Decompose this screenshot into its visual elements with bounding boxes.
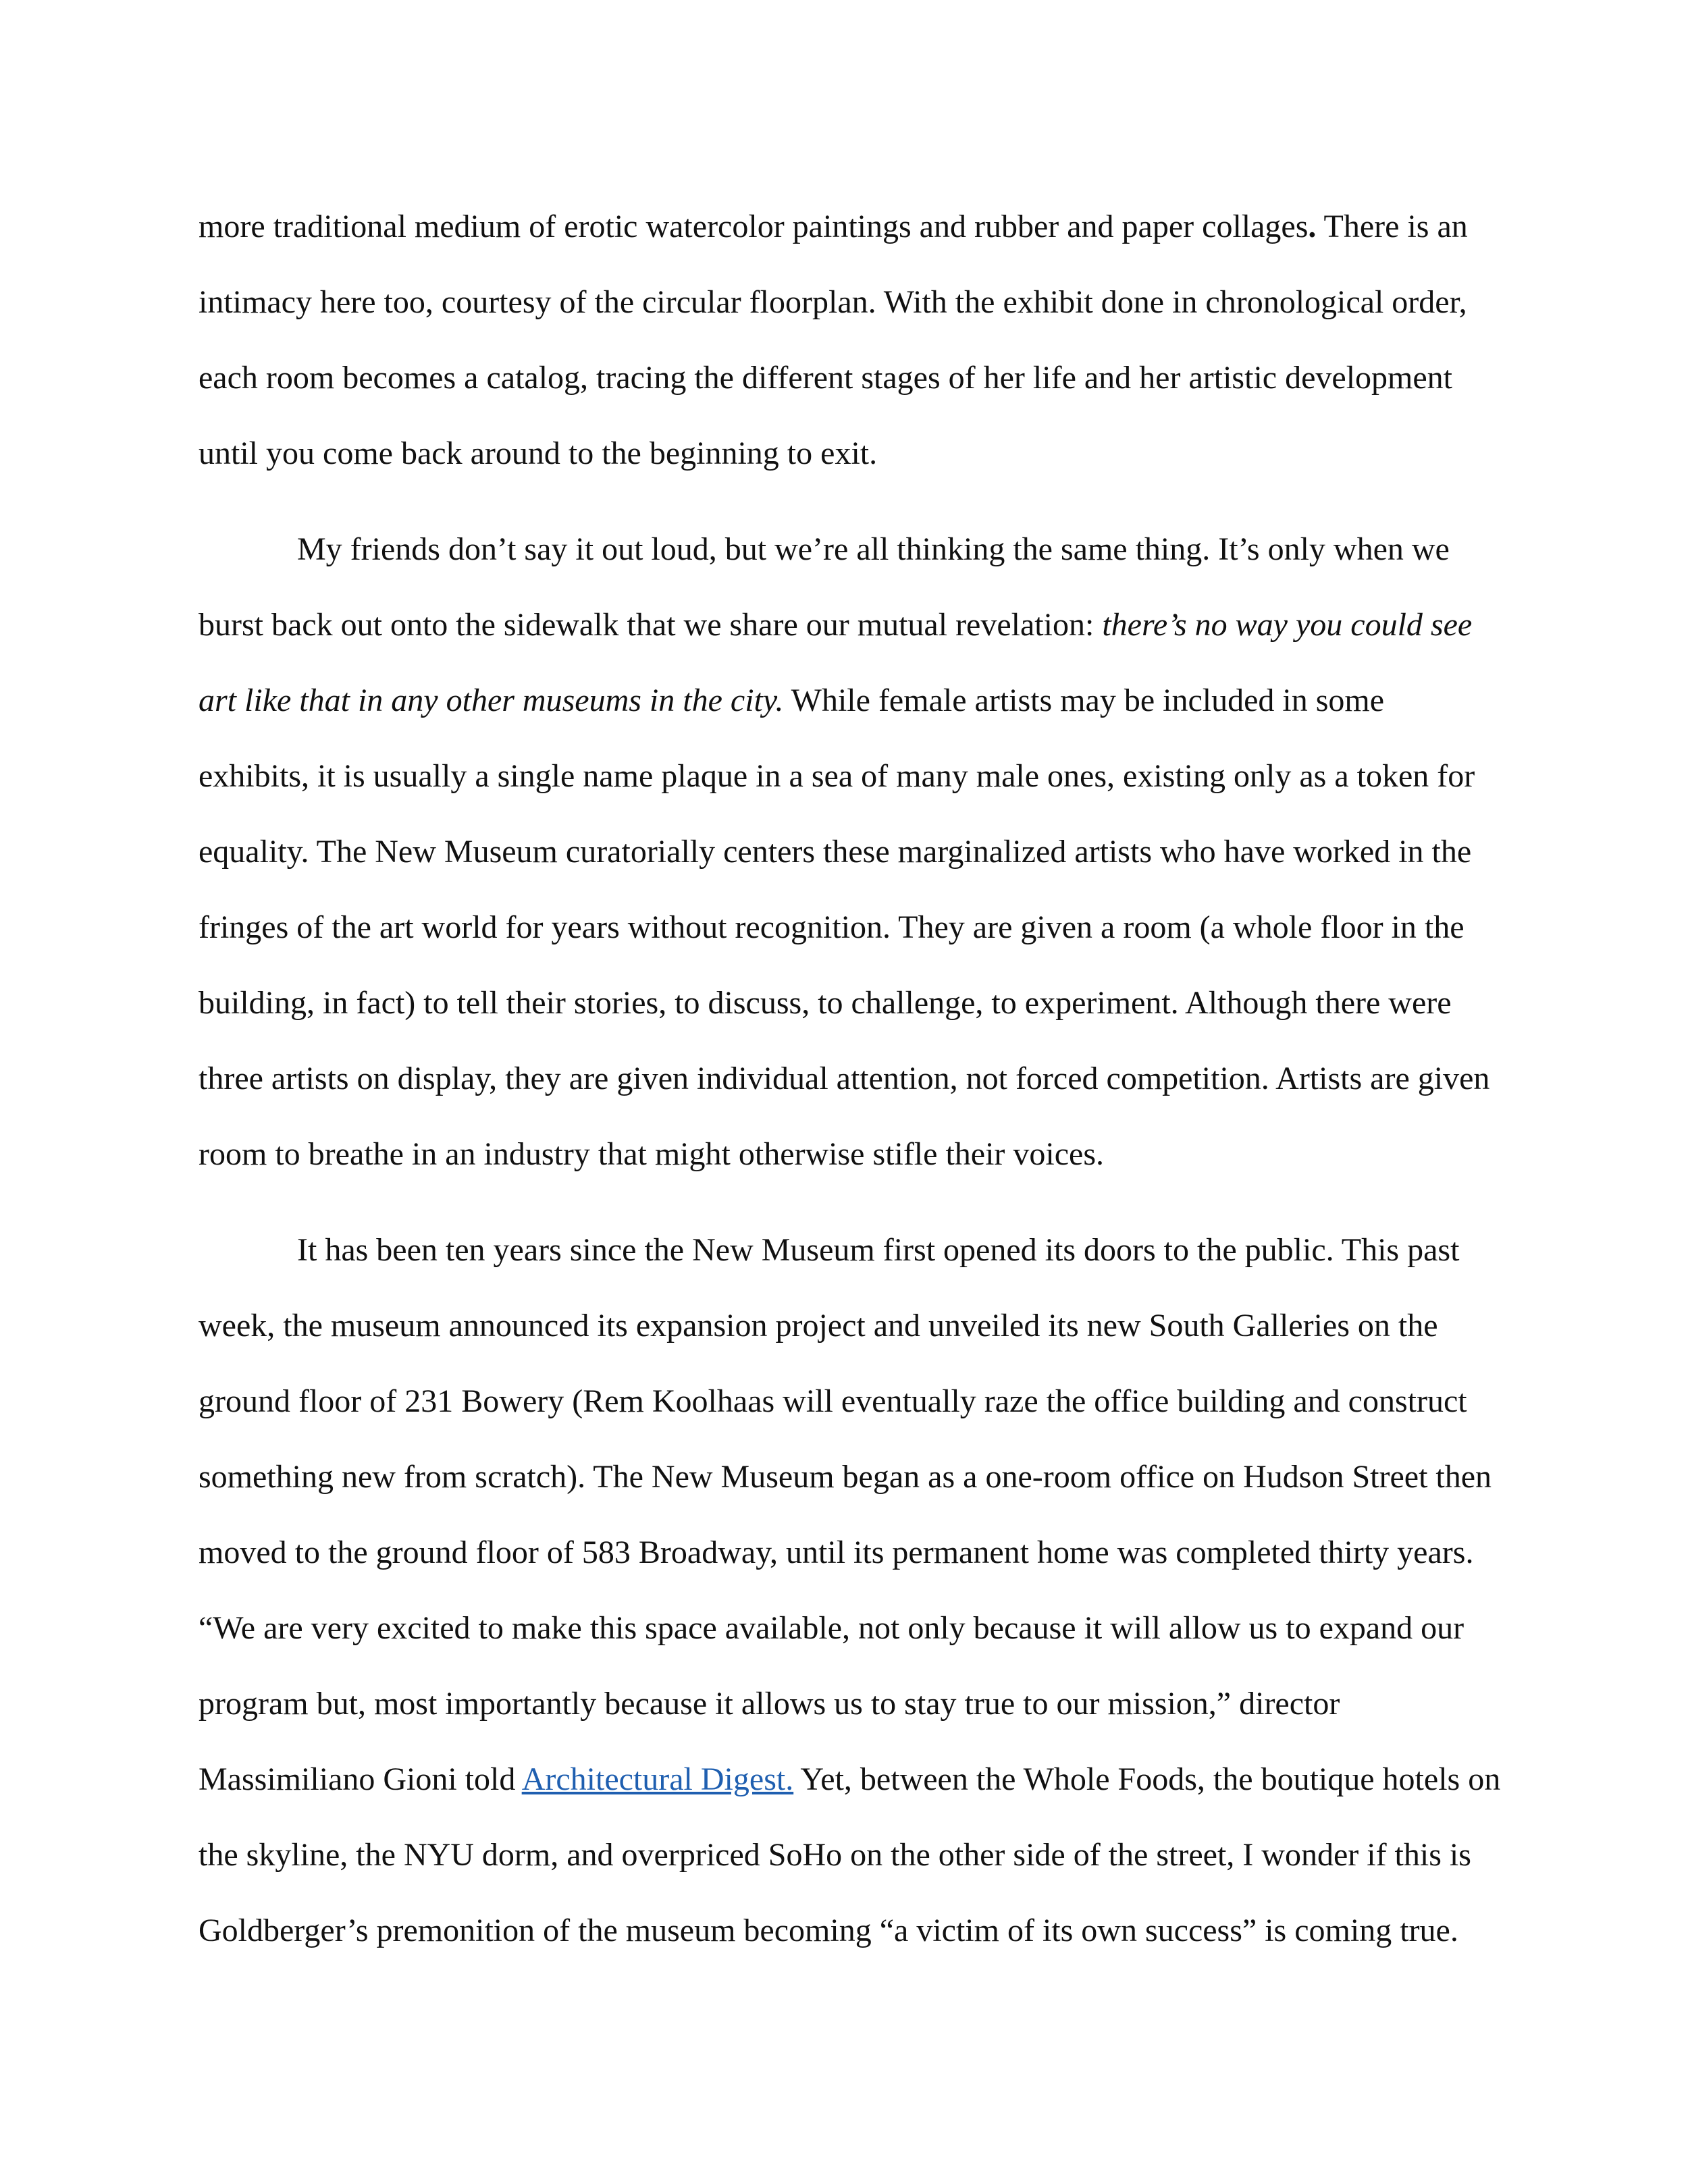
paragraph-3 [199,1213,1502,1969]
paragraph-2-italic-revelation: there’s no way you could see art like that in any other museums in the city. [199,607,1473,718]
paragraph-3-text-a: It has been ten years since the New Museum first opened its doors to the public. This past week, the museum announced its expansion project and unveiled its new South Galleries on the ground floor of 231 Bowery (Rem Koolhaas will eventually raze the office building and construct something new from scratch). The New Museum began as a one-room office on Hudson Street then moved to the ground floor of 583 Broadway, until its permanent home was completed thirty years. “We are very excited to make this space available, not only because it will allow us to expand our program but, most importantly because it allows us to stay true to our mission,” director Massimiliano Gioni told [199,1232,1492,1797]
paragraph-2-text-a: My friends don’t say it out loud, but we’re all thinking the same thing. It’s only when we burst back out onto the sidewalk that we share our mutual revelation: [199,531,1450,643]
paragraph-1-bold-period: . [1308,209,1317,244]
paragraph-2 [199,512,1502,1192]
paragraph-2-text-b: While female artists may be included in some exhibits, it is usually a single name plaque in a sea of many male ones, existing only as a token for equality. The New Museum curatorially centers these marginalized artists who have worked in the fringes of the art world for years without recognition. They are given a room (a whole floor in the building, in fact) to tell their stories, to discuss, to challenge, to experiment. Although there were three artists on display, they are given individual attention, not forced competition. Artists are given room to breathe in an industry that might otherwise stifle their voices. [199,683,1490,1172]
paragraph-1-text-a: more traditional medium of erotic watercolor paintings and rubber and paper collages [199,209,1309,244]
paragraph-3-text-b: Yet, between the Whole Foods, the boutique hotels on the skyline, the NYU dorm, and overpriced SoHo on the other side of the street, I wonder if this is Goldberger’s premonition of the museum becoming “a victim of its own success” is coming true. [199,1761,1501,1948]
paragraph-1 [199,189,1502,491]
paragraph-1-text-b: There is an intimacy here too, courtesy of the circular floorplan. With the exhibit done in chronological order, each room becomes a catalog, tracing the different stages of her life and her artistic development until you come back around to the beginning to exit. [199,209,1468,471]
architectural-digest-link[interactable]: Architectural Digest. [521,1761,794,1797]
body-text [199,189,1502,1989]
